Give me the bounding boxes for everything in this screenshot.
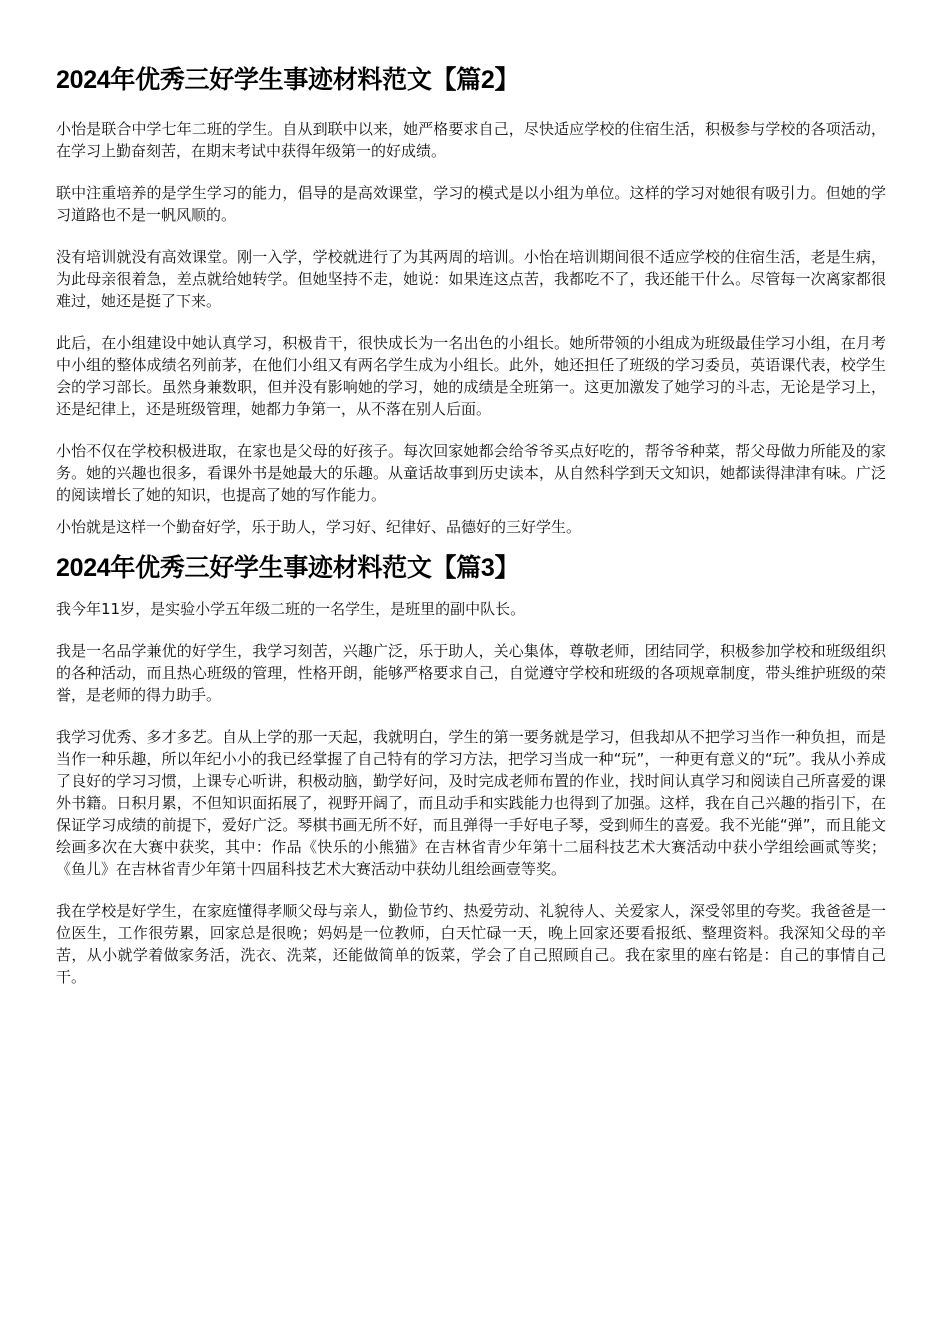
section-title: 2024年优秀三好学生事迹材料范文【篇3】 [56, 554, 520, 582]
paragraph: 我是一名品学兼优的好学生，我学习刻苦，兴趣广泛，乐于助人，关心集体，尊敬老师，团结同学，积极参加学校和班级组织的各种活动，而且热心班级的管理，性格开朗，能够严格要求自己，自觉遵守学校和班级的各项规章制度，带头维护班级的荣誉，是老师的得力助手。 [56, 642, 886, 704]
paragraph: 小怡是联合中学七年二班的学生。自从到联中以来，她严格要求自己，尽快适应学校的住宿生活，积极参与学校的各项活动，在学习上勤奋刻苦，在期末考试中获得年级第一的好成绩。 [56, 120, 886, 160]
paragraph: 我今年11岁，是实验小学五年级二班的一名学生，是班里的副中队长。 [56, 600, 526, 618]
paragraph: 没有培训就没有高效课堂。刚一入学，学校就进行了为其两周的培训。小怡在培训期间很不适应学校的住宿生活，老是生病，为此母亲很着急，差点就给她转学。但她坚持不走，她说：如果连这点苦，我都吃不了，我还能干什么。尽管每一次离家都很难过，她还是挺了下来。 [56, 248, 886, 310]
paragraph: 此后，在小组建设中她认真学习，积极肯干，很快成长为一名出色的小组长。她所带领的小组成为班级最佳学习小组，在月考中小组的整体成绩名列前茅，在他们小组又有两名学生成为小组长。此外，她还担任了班级的学习委员，英语课代表，校学生会的学习部长。虽然身兼数职，但并没有影响她的学习，她的成绩是全班第一。这更加激发了她学习的斗志，无论是学习上，还是纪律上，还是班级管理，她都力争第一，从不落在别人后面。 [56, 334, 886, 418]
section-title: 2024年优秀三好学生事迹材料范文【篇2】 [56, 66, 520, 94]
paragraph: 我在学校是好学生，在家庭懂得孝顺父母与亲人，勤俭节约、热爱劳动、礼貌待人、关爱家人，深受邻里的夸奖。我爸爸是一位医生，工作很劳累，回家总是很晚；妈妈是一位教师，白天忙碌一天，晚上回家还要看报纸、整理资料。我深知父母的辛苦，从小就学着做家务活，洗衣、洗菜，还能做简单的饭菜，学会了自己照顾自己。我在家里的座右铭是：自己的事情自己干。 [56, 902, 886, 986]
paragraph: 联中注重培养的是学生学习的能力，倡导的是高效课堂，学习的模式是以小组为单位。这样的学习对她很有吸引力。但她的学习道路也不是一帆风顺的。 [56, 184, 886, 224]
paragraph: 小怡不仅在学校积极进取，在家也是父母的好孩子。每次回家她都会给爷爷买点好吃的，帮爷爷种菜，帮父母做力所能及的家务。她的兴趣也很多，看课外书是她最大的乐趣。从童话故事到历史读本，从自然科学到天文知识，她都读得津津有味。广泛的阅读增长了她的知识，也提高了她的写作能力。 [56, 442, 886, 504]
paragraph: 小怡就是这样一个勤奋好学，乐于助人，学习好、纪律好、品德好的三好学生。 [56, 518, 582, 536]
document-page [56, 60, 886, 1008]
paragraph: 我学习优秀、多才多艺。自从上学的那一天起，我就明白，学生的第一要务就是学习，但我却从不把学习当作一种负担，而是当作一种乐趣，所以年纪小小的我已经掌握了自己特有的学习方法，把学习当成一种“玩”，一种更有意义的“玩”。我从小养成了良好的学习习惯，上课专心听讲，积极动脑，勤学好问，及时完成老师布置的作业，找时间认真学习和阅读自己所喜爱的课外书籍。日积月累，不但知识面拓展了，视野开阔了，而且动手和实践能力也得到了加强。这样，我在自己兴趣的指引下，在保证学习成绩的前提下，爱好广泛。琴棋书画无所不好，而且弹得一手好电子琴，受到师生的喜爱。我不光能“弹”，而且能文绘画多次在大赛中获奖，其中：作品《快乐的小熊猫》在吉林省青少年第十二届科技艺术大赛活动中获小学组绘画贰等奖；《鱼儿》在吉林省青少年第十四届科技艺术大赛活动中获幼儿组绘画壹等奖。 [56, 728, 886, 878]
